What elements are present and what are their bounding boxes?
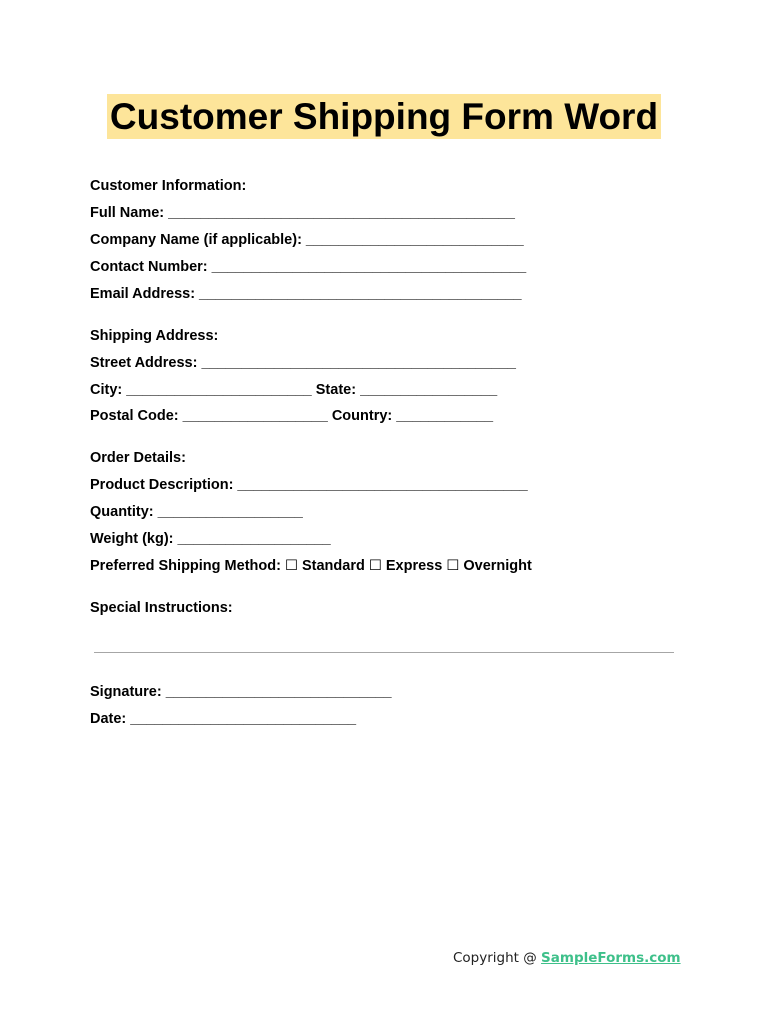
postal-country-field: Postal Code: __________________ Country: ____________ [90,408,494,424]
page-title: Customer Shipping Form Word [107,94,661,139]
sampleforms-link[interactable]: SampleForms.com [541,950,681,966]
customer-info-heading: Customer Information: [90,178,247,194]
street-address-field: Street Address: _______________________________________ [90,355,516,371]
special-instructions-divider [94,652,674,653]
email-address-field: Email Address: ________________________________________ [90,286,522,302]
title-container [0,94,768,139]
city-state-field: City: _______________________ State: _________________ [90,382,498,398]
copyright-footer [453,949,681,967]
date-field: Date: ____________________________ [90,711,357,727]
quantity-field: Quantity: __________________ [90,504,303,520]
special-instructions-heading: Special Instructions: [90,600,233,616]
contact-number-field: Contact Number: _______________________________________ [90,259,527,275]
signature-field: Signature: ____________________________ [90,684,392,700]
full-name-field: Full Name: ___________________________________________ [90,205,515,221]
order-details-heading: Order Details: [90,450,186,466]
shipping-address-heading: Shipping Address: [90,328,219,344]
company-name-field: Company Name (if applicable): ___________________________ [90,232,524,248]
shipping-method-field: Preferred Shipping Method: ☐ Standard ☐ Express ☐ Overnight [90,558,532,574]
weight-field: Weight (kg): ___________________ [90,531,331,547]
product-description-field: Product Description: ____________________________________ [90,477,528,493]
copyright-text: Copyright @ [453,950,542,966]
